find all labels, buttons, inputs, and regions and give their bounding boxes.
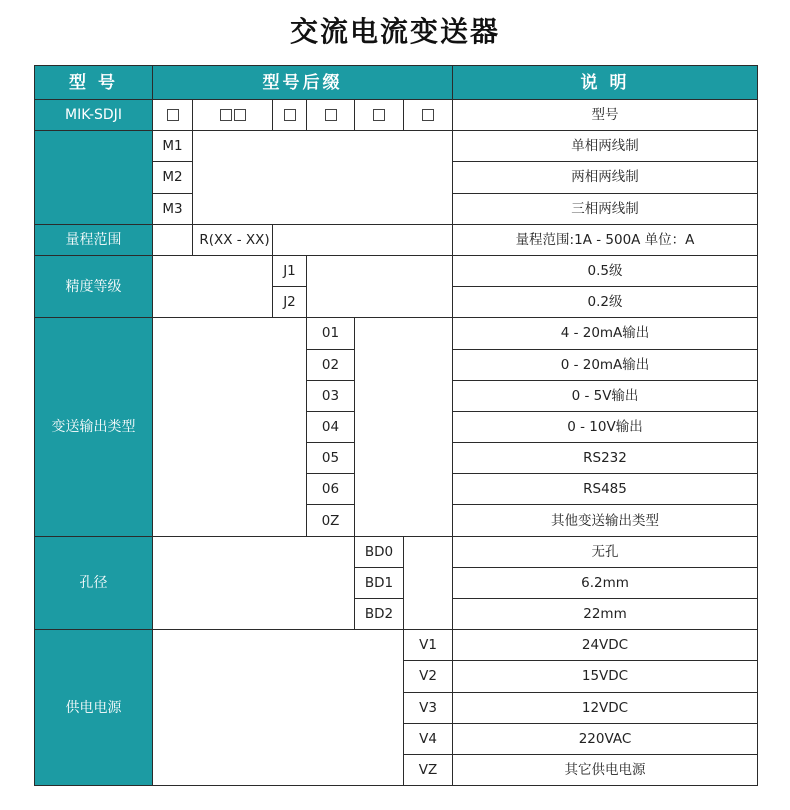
spec-table (34, 65, 758, 786)
hole-code: BD1 (355, 567, 404, 598)
page-title: 交流电流变送器 (289, 15, 500, 48)
hole-desc: 无孔 (453, 536, 758, 567)
table-row (35, 131, 758, 162)
power-label: 供电电源 (35, 630, 153, 786)
hole-desc: 22mm (453, 599, 758, 630)
wiring-desc: 三相两线制 (453, 193, 758, 224)
wiring-code: M2 (153, 162, 193, 193)
accuracy-label: 精度等级 (35, 255, 153, 317)
wiring-blank (193, 131, 453, 225)
power-desc: 15VDC (453, 661, 758, 692)
output-desc: 其他变送输出类型 (453, 505, 758, 536)
header-suffix: 型号后缀 (153, 66, 453, 100)
suffix-slot-4 (307, 100, 355, 131)
wiring-desc: 单相两线制 (453, 131, 758, 162)
wiring-desc: 两相两线制 (453, 162, 758, 193)
hole-code: BD2 (355, 599, 404, 630)
power-code: V1 (404, 630, 453, 661)
wiring-label (35, 131, 153, 225)
output-desc: 0 - 20mA输出 (453, 349, 758, 380)
output-code: 03 (307, 380, 355, 411)
output-blank (355, 318, 453, 536)
hole-desc: 6.2mm (453, 567, 758, 598)
output-code: 04 (307, 411, 355, 442)
output-desc: RS232 (453, 443, 758, 474)
header-desc: 说 明 (453, 66, 758, 100)
accuracy-code: J2 (273, 287, 307, 318)
output-desc: 0 - 5V输出 (453, 380, 758, 411)
checkbox-placeholder-icon (284, 109, 296, 121)
table-header-row (35, 66, 758, 100)
suffix-slot-6 (404, 100, 453, 131)
hole-label: 孔径 (35, 536, 153, 630)
output-code: 05 (307, 443, 355, 474)
checkbox-placeholder-icon (234, 109, 246, 121)
table-row (35, 224, 758, 255)
power-desc: 24VDC (453, 630, 758, 661)
output-desc: RS485 (453, 474, 758, 505)
suffix-slot-3 (273, 100, 307, 131)
hole-code: BD0 (355, 536, 404, 567)
table-row (35, 255, 758, 286)
range-desc: 量程范围:1A - 500A 单位：A (453, 224, 758, 255)
accuracy-code: J1 (273, 255, 307, 286)
range-blank (273, 224, 453, 255)
output-code: 02 (307, 349, 355, 380)
model-desc: 型号 (453, 100, 758, 131)
header-model: 型 号 (35, 66, 153, 100)
range-code: R(XX - XX) (193, 224, 273, 255)
power-desc: 12VDC (453, 692, 758, 723)
table-row (35, 536, 758, 567)
output-code: 01 (307, 318, 355, 349)
table-row (35, 318, 758, 349)
wiring-code: M1 (153, 131, 193, 162)
power-blank (153, 630, 404, 786)
wiring-code: M3 (153, 193, 193, 224)
power-code: V2 (404, 661, 453, 692)
hole-blank (404, 536, 453, 630)
output-desc: 4 - 20mA输出 (453, 318, 758, 349)
hole-blank (153, 536, 355, 630)
power-code: VZ (404, 754, 453, 785)
power-desc: 220VAC (453, 723, 758, 754)
output-code: 06 (307, 474, 355, 505)
model-code: MIK-SDJI (35, 100, 153, 131)
power-code: V4 (404, 723, 453, 754)
model-row (35, 100, 758, 131)
accuracy-blank (307, 255, 453, 317)
accuracy-desc: 0.2级 (453, 287, 758, 318)
suffix-slot-1 (153, 100, 193, 131)
range-label: 量程范围 (35, 224, 153, 255)
checkbox-placeholder-icon (373, 109, 385, 121)
power-desc: 其它供电电源 (453, 754, 758, 785)
checkbox-placeholder-icon (422, 109, 434, 121)
checkbox-placeholder-icon (325, 109, 337, 121)
output-blank (153, 318, 307, 536)
output-desc: 0 - 10V输出 (453, 411, 758, 442)
output-code: 0Z (307, 505, 355, 536)
suffix-slot-5 (355, 100, 404, 131)
power-code: V3 (404, 692, 453, 723)
checkbox-placeholder-icon (167, 109, 179, 121)
range-blank (153, 224, 193, 255)
output-label: 变送输出类型 (35, 318, 153, 536)
accuracy-desc: 0.5级 (453, 255, 758, 286)
suffix-slot-2 (193, 100, 273, 131)
checkbox-placeholder-icon (220, 109, 232, 121)
accuracy-blank (153, 255, 273, 317)
table-row (35, 630, 758, 661)
